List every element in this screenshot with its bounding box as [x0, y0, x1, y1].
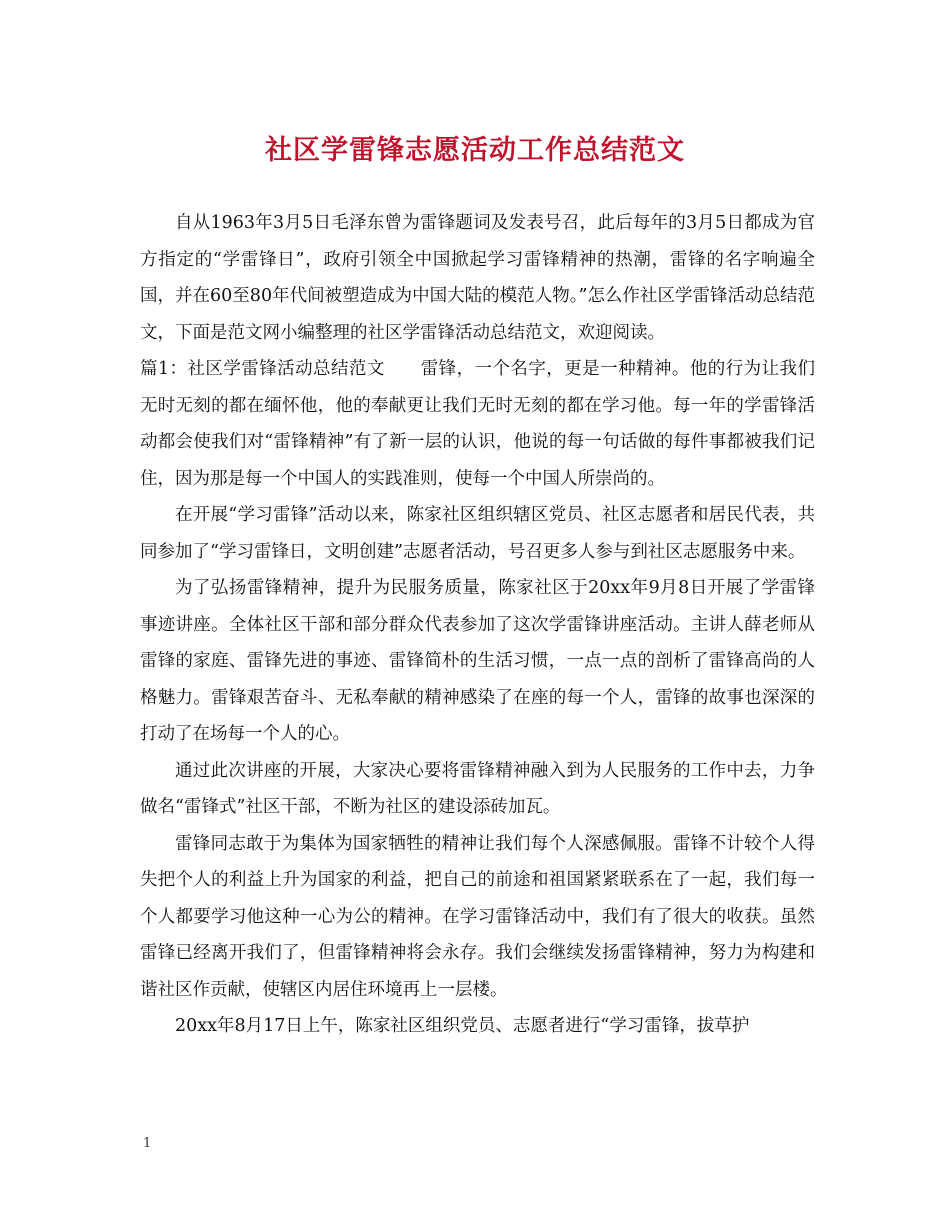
page-number: 1: [143, 1136, 152, 1151]
paragraph-spirit: 雷锋同志敢于为集体为国家牺牲的精神让我们每个人深感佩服。雷锋不计较个人得失把个人的利益上升为国家的利益，把自己的前途和祖国紧紧联系在了一起，我们每一个人都要学习他这种一心为公的精神。在学习雷锋活动中，我们有了很大的收获。虽然雷锋已经离开我们了，但雷锋精神将会永存。我们会继续发扬雷锋精神，努力为构建和谐社区作贡献，使辖区内居住环境再上一层楼。: [140, 833, 815, 1000]
paragraph-activity: 在开展“学习雷锋”活动以来，陈家社区组织辖区党员、社区志愿者和居民代表，共同参加了“学习雷锋日，文明创建”志愿者活动，号召更多人参与到社区志愿服务中来。: [140, 505, 815, 562]
paragraph-intro: 自从1963年3月5日毛泽东曾为雷锋题词及发表号召，此后每年的3月5日都成为官方指定的“学雷锋日”，政府引领全中国掀起学习雷锋精神的热潮，雷锋的名字响遍全国，并在60至80年代间被塑造成为中国大陆的模范人物。”怎么作社区学雷锋活动总结范文，下面是范文网小编整理的社区学雷锋活动总结范文，欢迎阅读。: [140, 213, 815, 343]
paragraph-lecture: 为了弘扬雷锋精神，提升为民服务质量，陈家社区于20xx年9月8日开展了学雷锋事迹讲座。全体社区干部和部分群众代表参加了这次学雷锋讲座活动。主讲人薛老师从雷锋的家庭、雷锋先进的事迹、雷锋简朴的生活习惯，一点一点的剖析了雷锋高尚的人格魅力。雷锋艰苦奋斗、无私奉献的精神感染了在座的每一个人，雷锋的故事也深深的打动了在场每一个人的心。: [140, 578, 815, 744]
paragraph-resolution: 通过此次讲座的开展，大家决心要将雷锋精神融入到为人民服务的工作中去，力争做名“雷锋式”社区干部，不断为社区的建设添砖加瓦。: [140, 760, 815, 817]
paragraph-part-1: 篇1：社区学雷锋活动总结范文 雷锋，一个名字，更是一种精神。他的行为让我们无时无刻的都在缅怀他，他的奉献更让我们无时无刻的都在学习他。每一年的学雷锋活动都会使我们对“雷锋精神”有了新一层的认识，他说的每一句话做的每件事都被我们记住，因为那是每一个中国人的实践准则，使每一个中国人所崇尚的。: [140, 359, 815, 489]
document-body: [140, 205, 815, 1045]
paragraph-weeding: 20xx年8月17日上午，陈家社区组织党员、志愿者进行“学习雷锋，拔草护: [175, 1016, 750, 1036]
document-title: 社区学雷锋志愿活动工作总结范文: [265, 135, 685, 166]
